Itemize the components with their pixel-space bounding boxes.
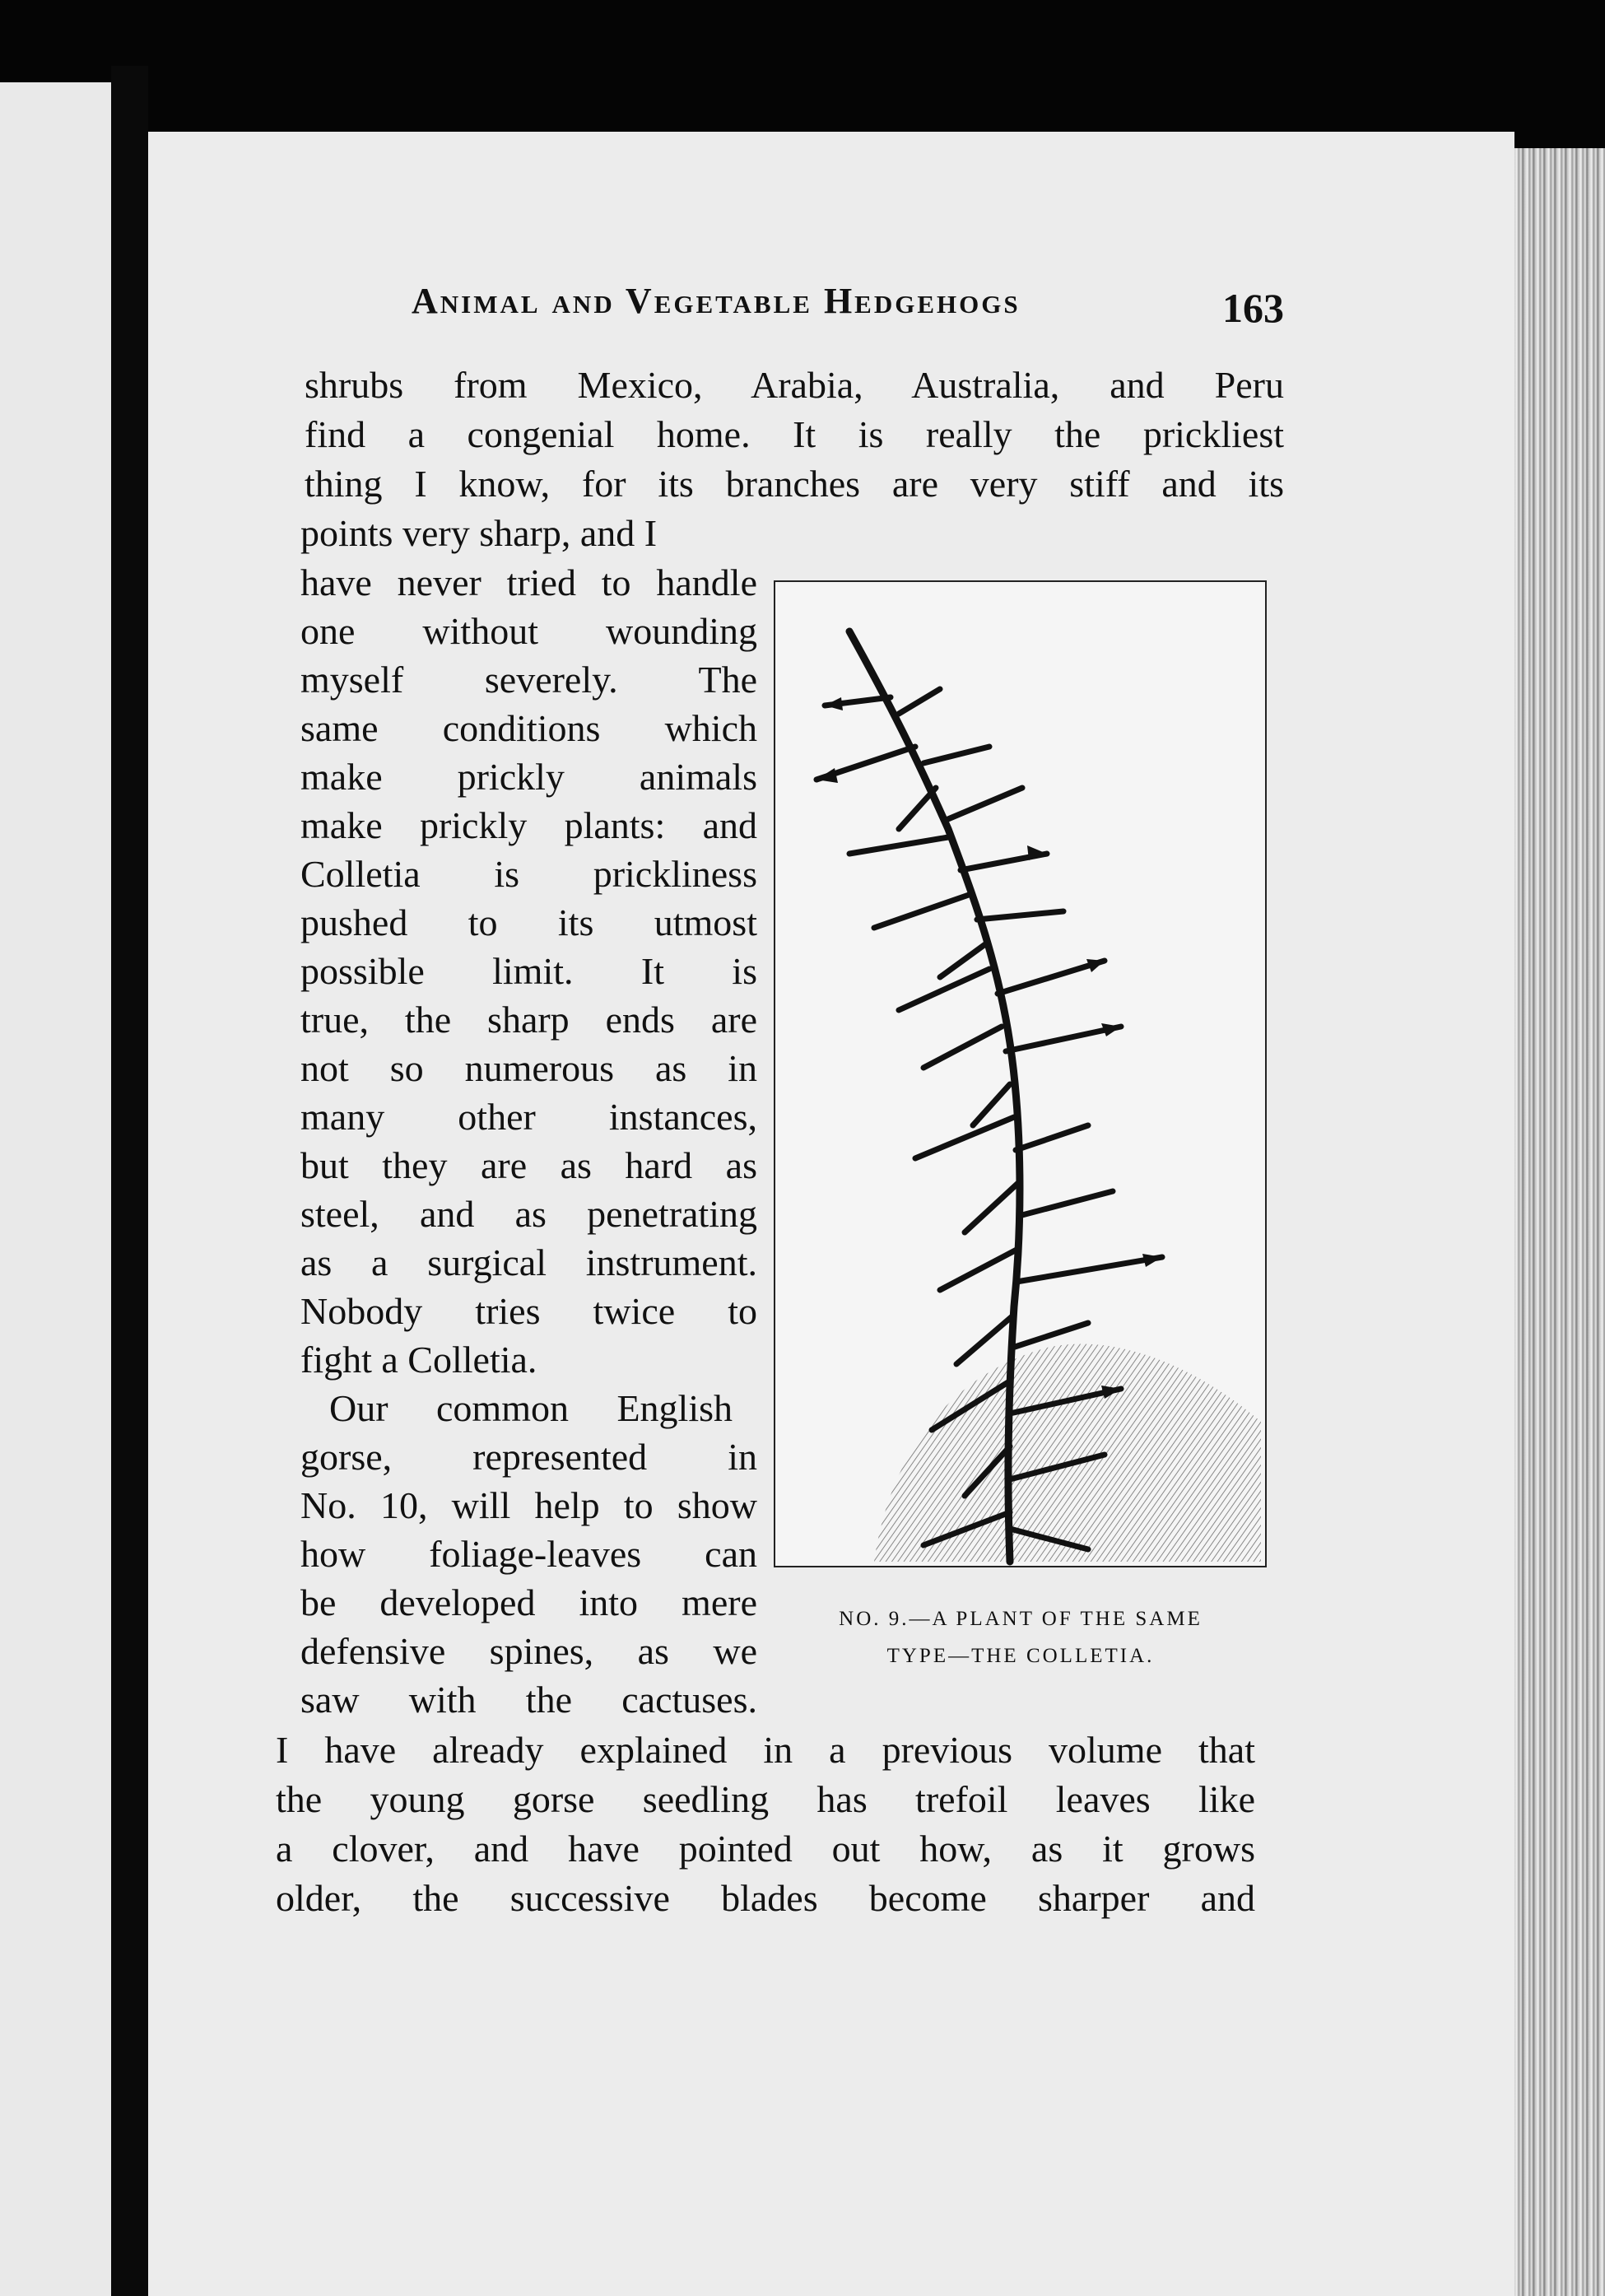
text-line: many other instances, [300,1096,757,1138]
facing-page-edge [0,82,123,2296]
page-edges [1514,148,1605,2296]
text-line: same conditions which [300,707,757,749]
figure-caption-line1: NO. 9.—A PLANT OF THE SAME [839,1608,1203,1630]
book-spine [111,66,148,2296]
figure-caption-line2: TYPE—THE COLLETIA. [886,1645,1155,1667]
text-line: Our common English [329,1387,733,1429]
text-line: I have already explained in a previous volume that [276,1729,1255,1771]
text-line: a clover, and have pointed out how, as it grows [276,1828,1255,1870]
text-line: make prickly animals [300,756,757,798]
text-line: steel, and as penetrating [300,1193,757,1235]
text-line: be developed into mere [300,1581,757,1623]
text-line: pushed to its utmost [300,901,757,943]
shaded-background [874,1344,1261,1562]
text-line: gorse, represented in [300,1436,757,1478]
text-line: older, the successive blades become sharper and [276,1877,1255,1919]
text-line: fight a Colletia. [300,1339,537,1381]
text-line: true, the sharp ends are [300,999,757,1041]
text-line: one without wounding [300,610,757,652]
text-line: saw with the cactuses. [300,1679,757,1721]
text-line: as a surgical instrument. [300,1241,757,1283]
running-head: Animal and Vegetable Hedgehogs [412,281,1021,321]
text-line: make prickly plants: and [300,804,757,846]
text-line: Nobody tries twice to [300,1290,757,1332]
text-line: not so numerous as in [300,1047,757,1089]
colletia-plant-drawing [775,582,1265,1566]
text-line: find a congenial home. It is really the prickliest [305,413,1284,455]
text-line: defensive spines, as we [300,1630,757,1672]
text-line: myself severely. The [300,659,757,701]
text-line: shrubs from Mexico, Arabia, Australia, and Peru [305,364,1284,406]
text-line: but they are as hard as [300,1144,757,1186]
colletia-illustration [774,580,1267,1567]
text-line: how foliage-leaves can [300,1533,757,1575]
text-line: have never tried to handle [300,561,757,603]
text-line: Colletia is prickliness [300,853,757,895]
text-line: points very sharp, and I [300,512,658,554]
text-line: thing I know, for its branches are very stiff and its [305,463,1284,505]
page-number: 163 [1222,285,1284,331]
text-line: possible limit. It is [300,950,757,992]
text-line: the young gorse seedling has trefoil leaves like [276,1778,1255,1820]
text-line: No. 10, will help to show [300,1484,757,1526]
